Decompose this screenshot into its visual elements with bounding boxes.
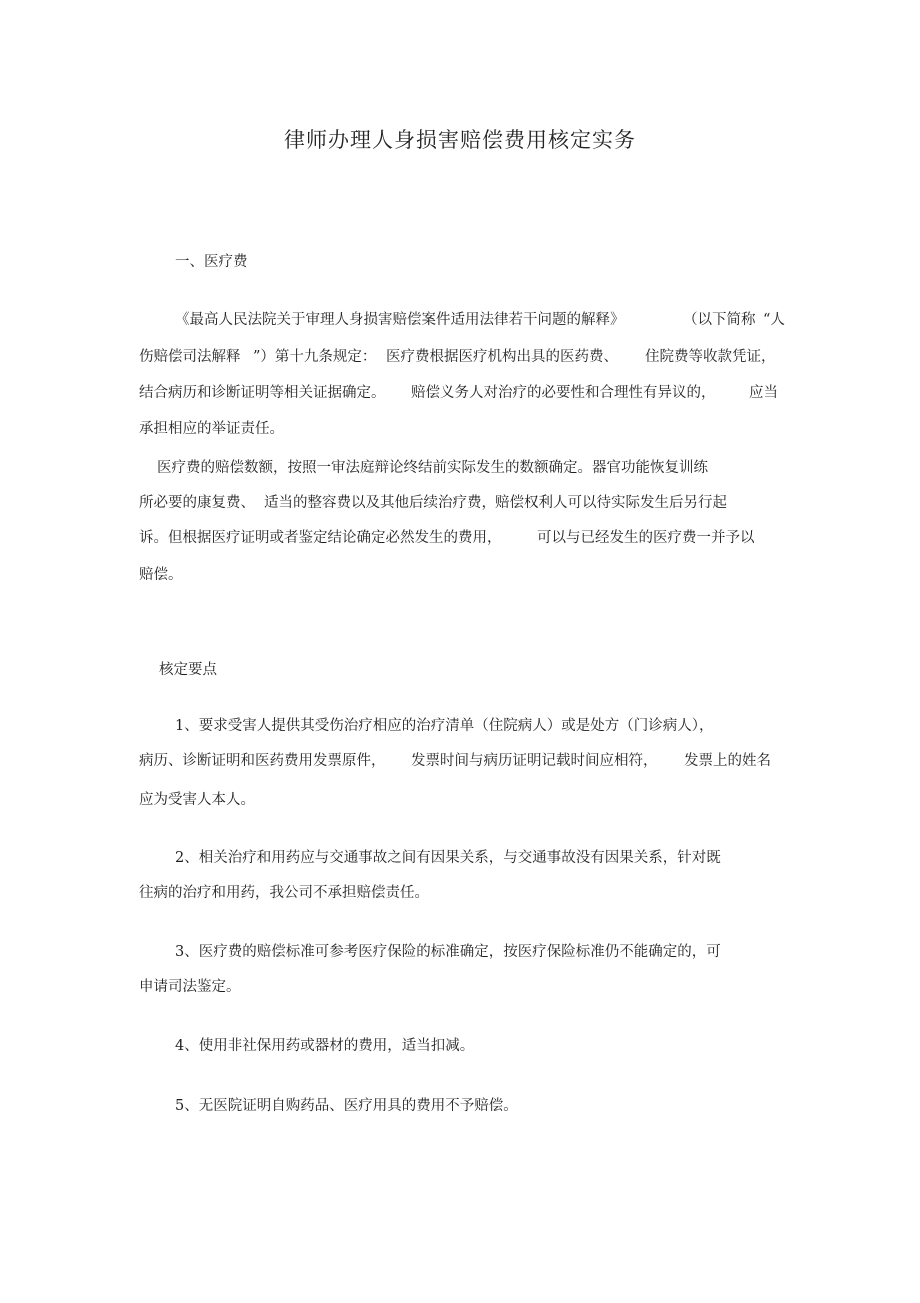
para1-line2b: ”）第十九条规定：	[253, 349, 377, 365]
para1-line4: 承担相应的举证责任。	[139, 421, 284, 437]
para2-line1: 医疗费的赔偿数额，按照一审法庭辩论终结前实际发生的数额确定。器官功能恢复训练	[157, 460, 708, 476]
para1-line2c: 医疗费根据医疗机构出具的医药费、	[386, 349, 618, 365]
para2-line4: 赔偿。	[139, 567, 183, 583]
para1-line1a: 《最高人民法院关于审理人身损害赔偿案件适用法律若干问题的解释》	[175, 312, 625, 328]
para2-line2b: 适当的整容费以及其他后续治疗费，	[264, 495, 496, 511]
para2-line3a: 诉。但根据医疗证明或者鉴定结论确定必然发生的费用，	[139, 530, 502, 546]
point1-line2b: 发票时间与病历证明记载时间应相符，	[411, 753, 658, 769]
key-points-heading: 核定要点	[159, 662, 217, 678]
para2-line2a: 所必要的康复费、	[139, 495, 255, 511]
para2-line3b: 可以与已经发生的医疗费一并予以	[537, 530, 755, 546]
point4-line1: 4、使用非社保用药或器材的费用，适当扣减。	[175, 1038, 475, 1054]
document-title: 律师办理人身损害赔偿费用核定实务	[284, 128, 636, 152]
point5-line1: 5、无医院证明自购药品、医疗用具的费用不予赔偿。	[175, 1098, 518, 1114]
point3-line2: 申请司法鉴定。	[139, 979, 241, 995]
para1-line2a: 伤赔偿司法解释	[139, 349, 241, 365]
para1-line3b: 赔偿义务人对治疗的必要性和合理性有异议的，	[411, 385, 716, 401]
point1-line2a: 病历、诊断证明和医药费用发票原件，	[139, 753, 386, 769]
para1-line2d: 住院费等收款凭证，	[645, 349, 776, 365]
para1-line1b: （以下简称	[683, 312, 756, 328]
point2-line1: 2、相关治疗和用药应与交通事故之间有因果关系，与交通事故没有因果关系，针对既	[175, 850, 721, 866]
para1-line3c: 应当	[749, 385, 778, 401]
point3-line1: 3、医疗费的赔偿标准可参考医疗保险的标准确定，按医疗保险标准仍不能确定的，可	[175, 944, 721, 960]
point1-line2c: 发票上的姓名	[684, 753, 771, 769]
point1-line1: 1、要求受害人提供其受伤治疗相应的治疗清单（住院病人）或是处方（门诊病人），	[175, 718, 714, 734]
para2-line2c: 赔偿权利人可以待实际发生后另行起	[495, 495, 727, 511]
section-heading-medical-fees: 一、医疗费	[175, 254, 248, 270]
point2-line2: 往病的治疗和用药，我公司不承担赔偿责任。	[139, 885, 429, 901]
para1-line3a: 结合病历和诊断证明等相关证据确定。	[139, 385, 386, 401]
para1-line1c: “人	[763, 312, 785, 328]
point1-line3: 应为受害人本人。	[139, 792, 255, 808]
